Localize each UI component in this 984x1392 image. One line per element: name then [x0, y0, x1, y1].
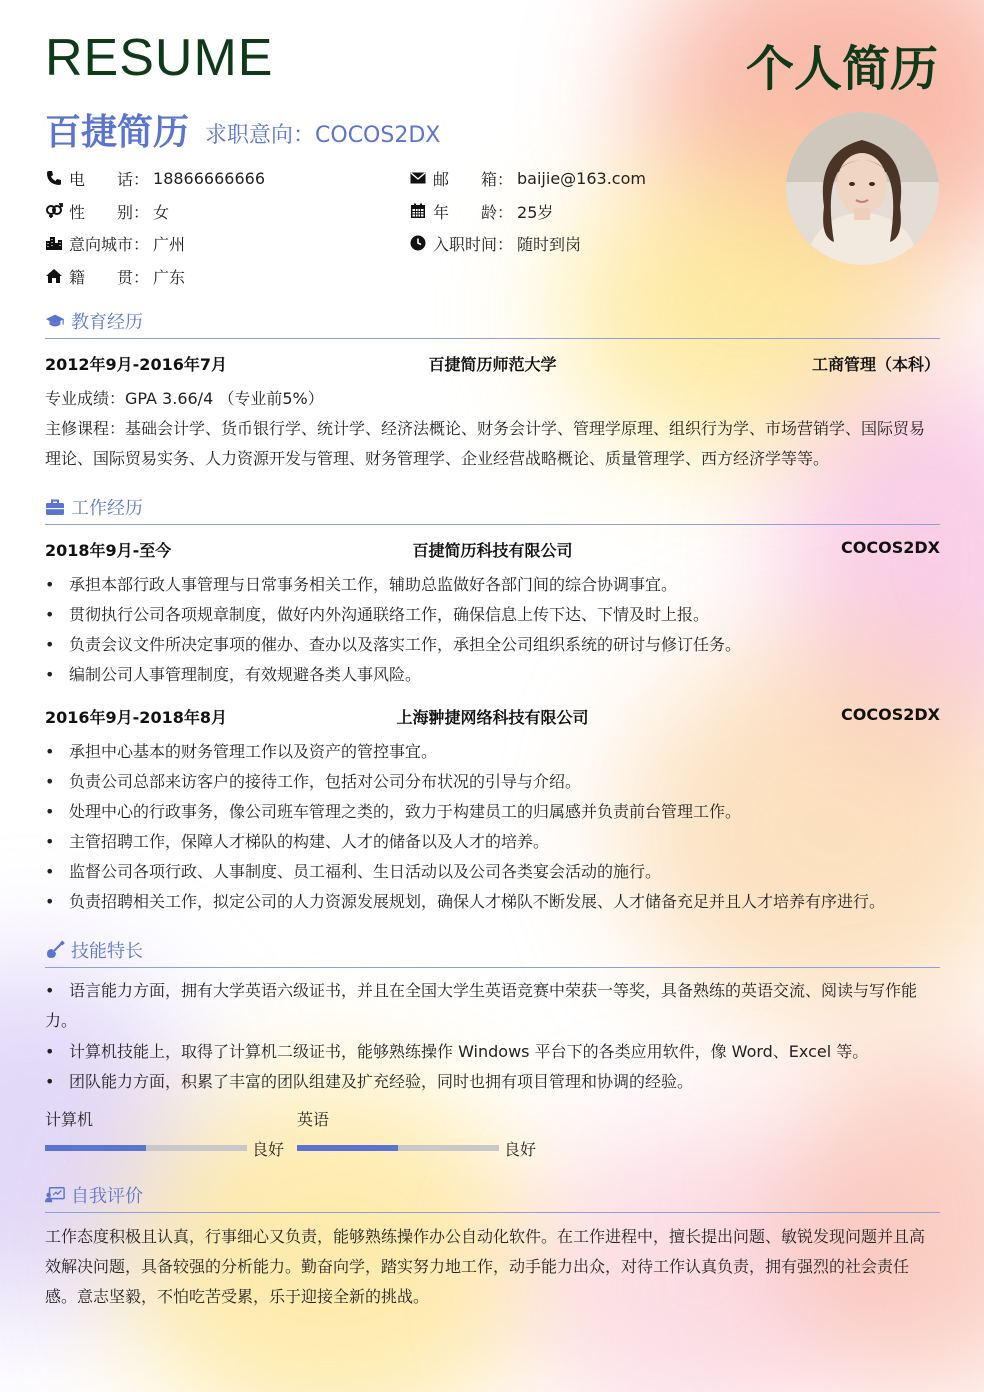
skill-level-name: 英语	[297, 1110, 330, 1129]
job-duty-item: • 承担本部行政人事管理与日常事务相关工作，辅助总监做好各部门间的综合协调事宜。	[45, 575, 678, 594]
job-duty-item: • 负责招聘相关工作，拟定公司的人力资源发展规划，确保人才梯队不断发展、人才储备充足并且人才培养有序进行。	[45, 892, 886, 911]
job-duty-item: • 主管招聘工作，保障人才梯队的构建、人才的储备以及人才的培养。	[45, 832, 550, 851]
info-hometown: 籍 贯 ： 广东	[45, 265, 185, 287]
resume-title-en: RESUME	[45, 29, 274, 87]
graduation-cap-icon	[45, 311, 65, 331]
section-divider	[45, 524, 940, 525]
skill-level-fill	[297, 1145, 398, 1151]
job-date: 2018年9月-至今	[45, 541, 172, 560]
skill-item: • 语言能力方面，拥有大学英语六级证书，并且在全国大学生英语竞赛中荣获一等奖，具备熟练的英语交流、阅读与写作能力。	[45, 981, 918, 1030]
skill-item: • 计算机技能上，取得了计算机二级证书，能够熟练操作 Windows 平台下的各类应用软件，像 Word、Excel 等。	[45, 1042, 869, 1061]
job-duty-item: • 编制公司人事管理制度，有效规避各类人事风险。	[45, 665, 422, 684]
profile-photo	[786, 112, 939, 265]
job-duty-item: • 承担中心基本的财务管理工作以及资产的管控事宜。	[45, 742, 438, 761]
job-role: COCOS2DX	[841, 538, 940, 557]
gender-icon	[45, 202, 63, 220]
info-label: 电 话	[69, 169, 134, 189]
job-duty-item: • 处理中心的行政事务，像公司班车管理之类的，致力于构建员工的归属感并负责前台管理工作。	[45, 802, 742, 821]
skill-level-bar	[297, 1145, 499, 1151]
info-label: 年 龄	[433, 202, 498, 222]
info-start-time: 入职时间 ： 随时到岗	[409, 232, 581, 254]
section-divider	[45, 1212, 940, 1213]
info-label: 意向城市	[69, 234, 134, 254]
briefcase-icon	[45, 497, 65, 517]
info-value: 广州	[153, 234, 186, 254]
education-courses: 主修课程：基础会计学、货币银行学、统计学、经济法概论、财务会计学、管理学原理、组织行为学、市场营销学、国际贸易理论、国际贸易实务、人力资源开发与管理、财务管理学、企业经营战略概论、质量管理学、西方经济学等等。	[45, 419, 926, 468]
section-title-text: 工作经历	[71, 498, 143, 519]
guitar-icon	[45, 940, 65, 960]
info-phone: 电 话 ： 18866666666	[45, 167, 265, 189]
job-intent-label: 求职意向：	[205, 123, 316, 148]
mail-icon	[409, 169, 427, 187]
education-header	[45, 352, 940, 376]
section-title-self-eval	[45, 1183, 143, 1207]
info-email: 邮 箱 ： baijie@163.com	[409, 167, 646, 189]
section-title-work	[45, 495, 143, 519]
skill-level-name: 计算机	[45, 1110, 94, 1129]
section-title-skills	[45, 938, 143, 962]
section-divider	[45, 338, 940, 339]
job-intent	[205, 118, 440, 149]
education-date: 2012年9月-2016年7月	[45, 355, 227, 374]
portrait-image	[786, 112, 939, 265]
section-title-text: 技能特长	[71, 941, 143, 962]
education-major: 工商管理（本科）	[811, 355, 940, 374]
home-icon	[45, 267, 63, 285]
job-intent-value: COCOS2DX	[315, 123, 441, 148]
info-gender: 性 别 ： 女	[45, 200, 169, 222]
job-duty-item: • 负责会议文件所决定事项的催办、查办以及落实工作，承担全公司组织系统的研讨与修订任务。	[45, 635, 742, 654]
section-title-text: 教育经历	[71, 312, 143, 333]
skill-level-label: 良好	[252, 1140, 285, 1159]
skill-level-fill	[45, 1145, 146, 1151]
info-value: 女	[153, 202, 170, 222]
info-value: baijie@163.com	[517, 168, 646, 188]
info-age: 年 龄 ： 25岁	[409, 200, 553, 222]
job-header	[45, 538, 940, 562]
skill-level-label: 良好	[504, 1140, 537, 1159]
candidate-name: 百捷简历	[45, 112, 190, 153]
section-title-education	[45, 309, 143, 333]
info-value: 25岁	[517, 202, 554, 222]
job-company: 百捷简历科技有限公司	[412, 541, 573, 560]
job-duty-item: • 贯彻执行公司各项规章制度，做好内外沟通联络工作，确保信息上传下达、下情及时上报。	[45, 605, 710, 624]
job-date: 2016年9月-2018年8月	[45, 708, 227, 727]
info-label: 入职时间	[433, 234, 498, 254]
skill-item: • 团队能力方面，积累了丰富的团队组建及扩充经验，同时也拥有项目管理和协调的经验。	[45, 1072, 694, 1091]
resume-title-cn: 个人简历	[745, 41, 938, 97]
clock-icon	[409, 234, 427, 252]
education-gpa: 专业成绩：GPA 3.66/4 （专业前5%）	[45, 389, 324, 408]
info-value: 随时到岗	[517, 234, 582, 254]
phone-icon	[45, 169, 63, 187]
skill-level-bar	[45, 1145, 247, 1151]
job-duty-item: • 监督公司各项行政、人事制度、员工福利、生日活动以及公司各类宴会活动的施行。	[45, 862, 662, 881]
info-label: 籍 贯	[69, 267, 134, 287]
info-label: 性 别	[69, 202, 134, 222]
info-label: 邮 箱	[433, 169, 498, 189]
info-value: 18866666666	[153, 168, 265, 188]
job-role: COCOS2DX	[841, 705, 940, 724]
city-icon	[45, 234, 63, 252]
presentation-icon	[45, 1185, 65, 1205]
info-city: 意向城市 ： 广州	[45, 232, 185, 254]
job-header	[45, 705, 940, 729]
self-evaluation-text: 工作态度积极且认真，行事细心又负责，能够熟练操作办公自动化软件。在工作进程中，擅长提出问题、敏锐发现问题并且高效解决问题，具备较强的分析能力。勤奋向学，踏实努力地工作，动手能力出众，对待工作认真负责，拥有强烈的社会责任感。意志坚毅，不怕吃苦受累，乐于迎接全新的挑战。	[45, 1227, 926, 1306]
calendar-icon	[409, 202, 427, 220]
section-divider	[45, 967, 940, 968]
section-title-text: 自我评价	[71, 1186, 143, 1207]
education-school: 百捷简历师范大学	[428, 355, 557, 374]
job-duty-item: • 负责公司总部来访客户的接待工作，包括对公司分布状况的引导与介绍。	[45, 772, 582, 791]
info-value: 广东	[153, 267, 186, 287]
job-company: 上海翀捷网络科技有限公司	[396, 708, 589, 727]
